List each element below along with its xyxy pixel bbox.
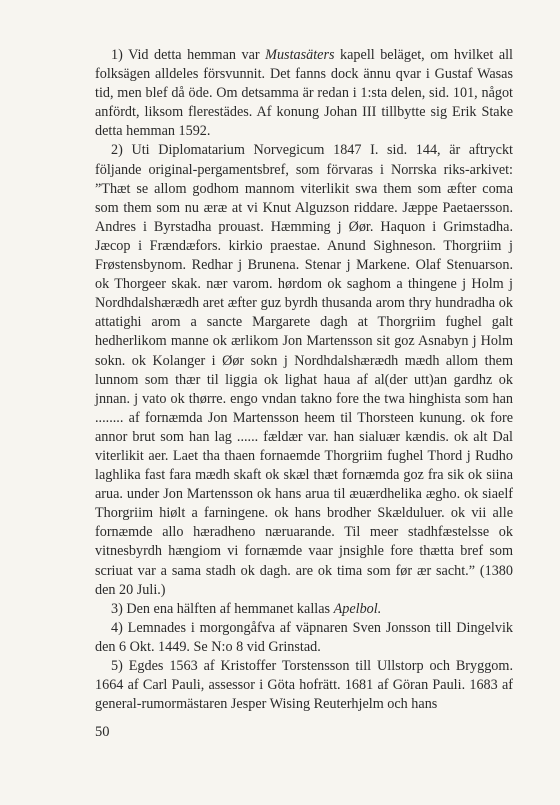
footnote-text: kapell beläget, om hvilket all folksägen alldeles försvunnit. Det fanns dock ännu qvar i Gustaf Wasas tid, men blef då öde. Om detsamma är redan i 1:sta delen, sid. 101, något anfördt, liksom flerestädes. Af konung Johan III tillbytte sig Erik Stake detta hemman 1592.	[95, 47, 513, 140]
footnote-text: Vid detta hemman var	[122, 47, 266, 63]
footnote-3	[95, 600, 513, 619]
footnote-italic-term: Mustasäters	[265, 47, 335, 63]
footnote-number: 4)	[111, 619, 123, 636]
footnote-number: 3)	[111, 600, 123, 617]
footnote-2	[95, 141, 513, 599]
page-body	[95, 46, 513, 714]
footnote-italic-term: Apelbol.	[333, 600, 382, 617]
footnote-number: 1)	[111, 47, 123, 63]
footnote-text: Egdes 1563 af Kristoffer Torstensson till Ullstorp och Bryggom. 1664 af Carl Pauli, assessor i Göta hofrätt. 1681 af Göran Pauli. 1683 af general-rumormästaren Jesper Wising Reuterhjelm och hans	[95, 658, 513, 713]
footnote-number: 5)	[111, 658, 123, 674]
footnote-text: Den ena hälften af hemmanet kallas	[122, 600, 334, 617]
footnote-text: Uti Diplomatarium Norvegicum 1847 I. sid. 144, är aftryckt följande original-pergamentsbref, som förvaras i Norrska riks-arkivet: ”Thæt se allom godhom mannom viterlikit swa them som æfter coma som them som nu æræ at vi Knut Alguzson riddare. Jæppe Paetaersson. Andres i Byrstadha prouast. Hæmming j Øør. Haquon i Grimstadha. Jæcop i Frændæfors. kirkio praestae. Anund Sighneson. Thorgriim j Frøstensbynom. Redhar j Brunena. Stenar j Markene. Olaf Stenuarson. ok Thorgeer skak. nær varom. hørdom ok saghom a thingene j Holm j Nordhdalshærædh aret æfter guz byrdh thusanda arom thry hundradha ok attatighi arom a sancte Margarete dagh at Thorgriim fughel galt hedherlikom manne ok ærlikom Jon Martensson sit goz Asnabyn j Holm sokn. ok Kolanger i Øør sokn j Nordhdalshærædh mædh allom them lunnom som thær til liggia ok lighat haua af al(der utt)an gardhz ok jnnan. j vato ok thørre. engo vndan takno fore the twa hinghista som han ........ af fornæmda Jon Martensson heem til Thorsteen kunung. ok fore annor brut som han lag ...... fældær var. han sialuær kændis. ok alt Dal viterlikit aer. Laet tha thaen fornaemde Thorgriim fughel Thord j Rudho laghlika fast fara mædh skaft ok skæl thæt fornæmda goz fra sik ok siina arua. under Jon Martensson ok hans arua til æuærdhelika ægho. ok siaelf Thorgriim hiølt a farningene. ok hans brodher Skælduluer. ok vii alle fornæmde allo hæradheno næruarande. Til meer stadhfæstelsse ok vitnesbyrdh hængiom vi fornæmde vaar jnsighle fore thætta bref som scriuat var a sama stadh ok dagh. are ok tima som før ær sacht.” (1380 den 20 Juli.)	[95, 142, 513, 598]
footnote-number: 2)	[111, 142, 123, 159]
footnote-text: Lemnades i morgongåfva af väpnaren Sven Jonsson till Dingelvik den 6 Okt. 1449. Se N:o 8 vid Grinstad.	[95, 619, 513, 655]
footnote-5	[95, 657, 513, 714]
page-number: 50	[95, 724, 110, 740]
footnote-4	[95, 619, 513, 657]
footnote-1	[95, 46, 513, 141]
